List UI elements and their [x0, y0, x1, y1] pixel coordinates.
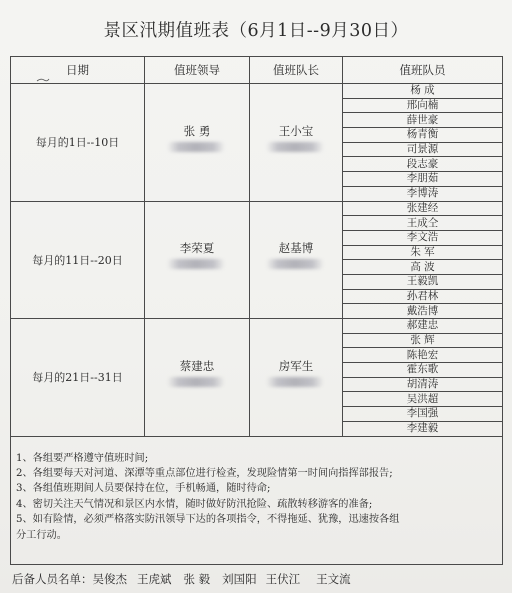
member-name: 司景源: [343, 142, 502, 157]
header-members: 值班队员: [343, 57, 503, 84]
notes-row: [11, 436, 503, 564]
captain-name: 房军生: [278, 358, 314, 373]
member-name: 张建经: [343, 202, 502, 216]
note-line: 分工行动。: [16, 529, 67, 541]
member-name: 郝建忠: [343, 319, 502, 333]
note-line: 1、各组要严格遵守值班时间;: [16, 452, 149, 464]
header-date: 日期: [11, 57, 145, 84]
captain-name: 赵基博: [278, 241, 314, 256]
captain-cell: [250, 84, 343, 202]
member-name: 孙君林: [343, 289, 502, 304]
redacted-phone: [266, 142, 324, 152]
roster-table: [10, 56, 503, 565]
redacted-phone: [167, 377, 225, 387]
members-cell: [343, 319, 503, 437]
group-row-1: [11, 84, 503, 202]
member-name: 吴洪超: [343, 392, 502, 407]
member-list: [343, 202, 502, 319]
members-cell: [343, 201, 503, 319]
group-row-2: [11, 201, 503, 319]
captain-cell: [250, 201, 343, 319]
leader-name: 李荣夏: [179, 241, 215, 256]
backup-name: 张 毅: [183, 572, 211, 586]
backup-name: 吴俊杰: [92, 572, 127, 586]
notes-cell: [11, 436, 503, 564]
backup-name: 王文流: [316, 572, 351, 586]
note-line: 5、如有险情，必须严格落实防汛领导下达的各项指令，不得拖延、犹豫，迅速按各组: [16, 514, 400, 526]
member-name: 薛世豪: [343, 113, 502, 128]
note-line: 3、各组值班期间人员要保持在位，手机畅通，随时待命;: [16, 483, 271, 495]
member-name: 李文浩: [343, 230, 502, 245]
date-range: 每月的11日--20日: [11, 201, 145, 319]
leader-cell: [145, 319, 250, 437]
member-name: 张 辉: [343, 333, 502, 348]
leader-name: 蔡建忠: [179, 358, 215, 373]
leader-name: 张 勇: [183, 123, 211, 138]
member-name: 霍东歌: [343, 363, 502, 378]
header-row: [11, 57, 503, 84]
member-name: 王成仝: [343, 216, 502, 231]
date-range: 每月的21日--31日: [11, 319, 145, 437]
captain-name: 王小宝: [278, 123, 314, 138]
backup-name: 王伏江: [265, 572, 301, 586]
redacted-phone: [167, 142, 225, 152]
redacted-phone: [266, 377, 324, 387]
member-name: 杨青衡: [343, 128, 502, 143]
page-title: 景区汛期值班表（6月1日--9月30日）: [103, 21, 409, 41]
redacted-phone: [266, 259, 324, 269]
member-name: 李博涛: [406, 187, 439, 200]
member-name: 李朋茹: [343, 172, 502, 187]
group-row-3: [11, 319, 503, 437]
member-name: 杨 成: [343, 84, 502, 98]
leader-cell: [145, 201, 250, 319]
member-name: 戴浩博: [406, 304, 439, 317]
backup-name: 王虎斌: [137, 572, 172, 586]
member-name: 李国强: [343, 407, 502, 422]
date-range: 每月的1日--10日: [11, 84, 145, 202]
backup-name: 刘国阳: [222, 572, 257, 586]
member-name: 王毅凯: [343, 274, 502, 289]
note-line: 2、各组要每天对河道、深潭等重点部位进行检查，发现险情第一时间向指挥部报告;: [16, 467, 393, 479]
member-name: 邢向楠: [343, 98, 502, 113]
member-list: [343, 84, 502, 201]
header-leader: 值班领导: [145, 57, 250, 84]
backup-label: 后备人员名单：: [12, 572, 93, 586]
header-captain: 值班队长: [250, 57, 343, 84]
member-name: 陈艳宏: [343, 348, 502, 363]
member-name: 段志豪: [343, 157, 502, 172]
member-name: 李建毅: [406, 422, 439, 435]
redacted-phone: [167, 259, 225, 269]
note-line: 4、密切关注天气情况和景区内水情，随时做好防汛抢险、疏散转移游客的准备;: [16, 498, 373, 510]
leader-cell: [145, 84, 250, 202]
member-name: 朱 军: [343, 245, 502, 260]
member-name: 高 波: [343, 260, 502, 275]
member-list: [343, 319, 502, 436]
members-cell: [343, 84, 503, 202]
backup-list: [12, 571, 351, 587]
member-name: 胡清涛: [343, 377, 502, 392]
captain-cell: [250, 319, 343, 437]
